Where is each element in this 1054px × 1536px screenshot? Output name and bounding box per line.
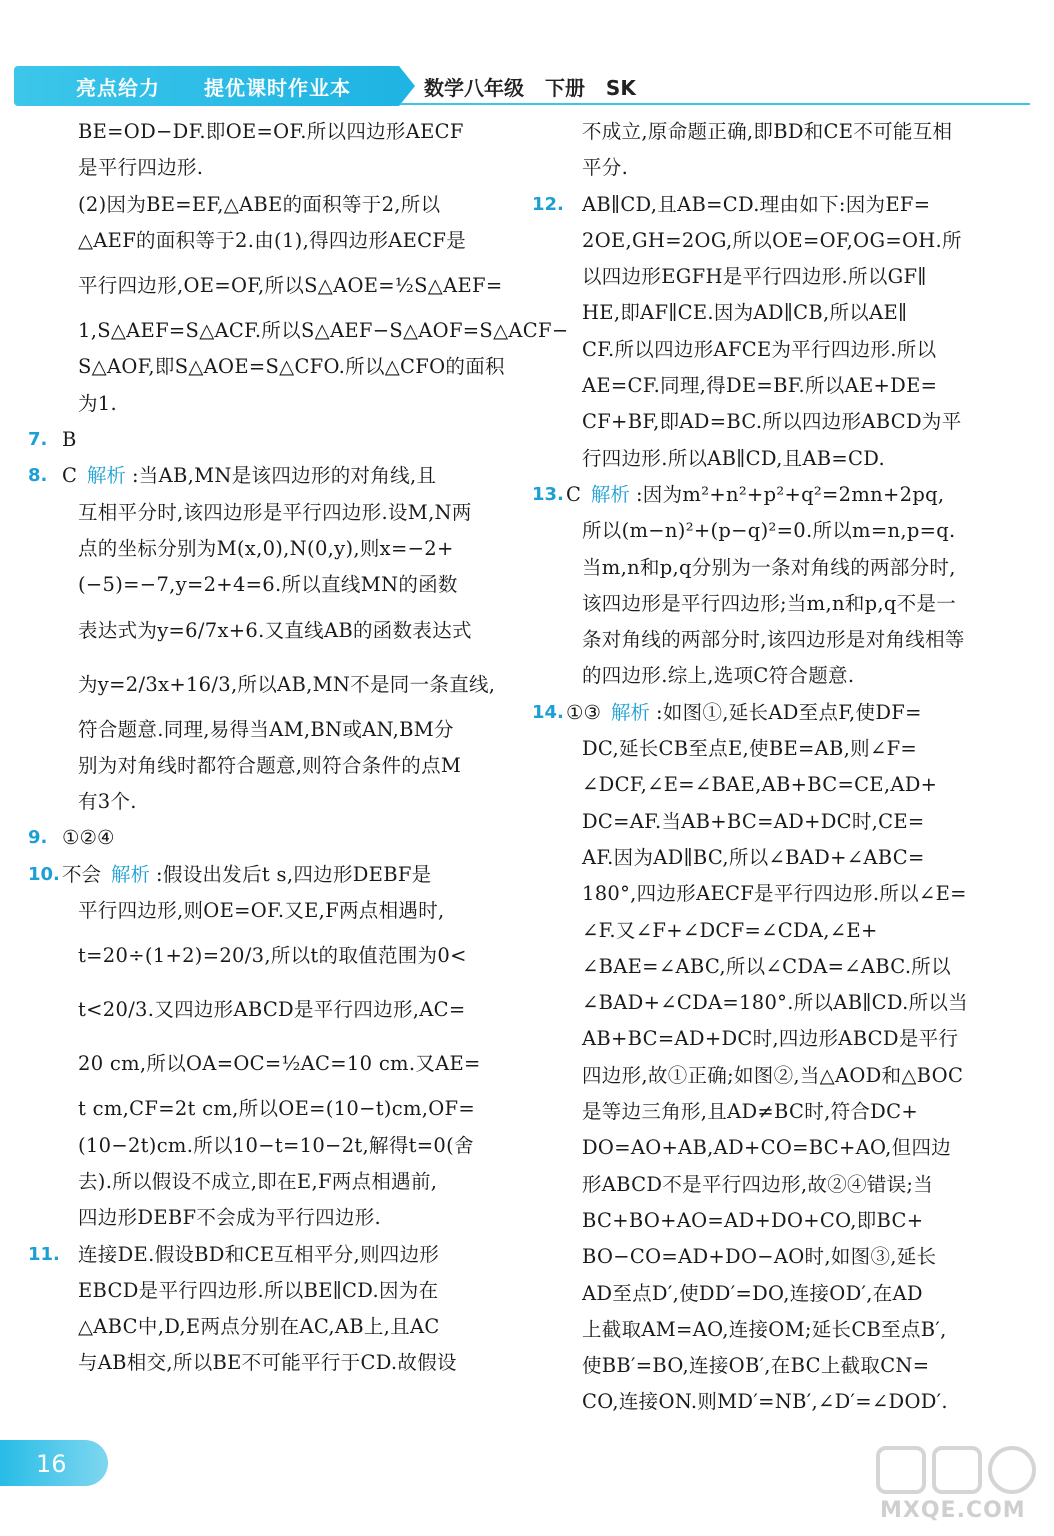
body-text: 2OE,GH=2OG,所以OE=OF,OG=OH.所 xyxy=(582,228,962,252)
body-text: 四边形,故①正确;如图②,当△AOD和△BOC xyxy=(582,1063,964,1087)
body-text: AF.因为AD∥BC,所以∠BAD+∠ABC= xyxy=(582,845,925,869)
text-line xyxy=(566,949,1028,985)
body-text: t cm,CF=2t cm,所以OE=(10−t)cm,OF= xyxy=(78,1097,476,1121)
text-line xyxy=(566,150,1028,186)
text-line xyxy=(566,1203,1028,1239)
body-text: 有3个. xyxy=(78,790,137,814)
text-line xyxy=(566,441,1028,477)
body-text: :当AB,MN是该四边形的对角线,且 xyxy=(131,464,437,488)
answer-choice: 不会 xyxy=(62,862,102,886)
question-number: 9. xyxy=(28,827,48,849)
text-line xyxy=(566,1130,1028,1166)
text-line xyxy=(566,1312,1028,1348)
text-line xyxy=(566,767,1028,803)
body-text: 是等边三角形,且AD≠BC时,符合DC+ xyxy=(582,1100,918,1124)
text-line xyxy=(62,495,532,531)
text-line xyxy=(28,422,532,458)
answer-choice: ①③ xyxy=(566,700,601,724)
text-line xyxy=(532,187,1028,223)
text-line xyxy=(62,313,569,349)
watermark-logo xyxy=(872,1440,1042,1530)
analysis-tag: 解析 xyxy=(86,464,126,488)
body-text: AB+BC=AD+DC时,四边形ABCD是平行 xyxy=(582,1027,959,1051)
text-line xyxy=(62,1309,532,1345)
body-text: ∠BAD+∠CDA=180°.所以AB∥CD.所以当 xyxy=(582,991,968,1015)
text-line xyxy=(566,114,1028,150)
text-line xyxy=(566,368,1028,404)
answer-choice: B xyxy=(62,428,77,452)
body-text: 形ABCD不是平行四边形,故②④错误;当 xyxy=(582,1172,934,1196)
body-text: 互相平分时,该四边形是平行四边形.设M,N两 xyxy=(78,500,472,524)
question-number: 7. xyxy=(28,429,48,451)
text-line xyxy=(28,1237,532,1273)
text-line xyxy=(28,857,532,893)
header-band xyxy=(14,66,399,106)
watermark-text: MXQE.COM xyxy=(880,1498,1026,1523)
text-line xyxy=(566,1021,1028,1057)
text-line xyxy=(566,1348,1028,1384)
text-line xyxy=(532,477,1028,513)
text-line xyxy=(566,223,1028,259)
body-text: CO,连接ON.则MD′=NB′,∠D′=∠DOD′. xyxy=(582,1390,948,1414)
text-line xyxy=(566,586,1028,622)
analysis-tag: 解析 xyxy=(590,482,630,506)
page-header xyxy=(0,66,1054,106)
text-line xyxy=(62,1091,532,1127)
body-text: 不成立,原命题正确,即BD和CE不可能互相 xyxy=(582,120,953,143)
body-text: 为1. xyxy=(78,391,118,415)
subject-title: 数学八年级 下册 SK xyxy=(424,76,636,100)
text-line xyxy=(566,404,1028,440)
question-number: 10. xyxy=(28,863,60,885)
body-text: CF+BF,即AD=BC.所以四边形ABCD为平 xyxy=(582,410,962,434)
text-line xyxy=(566,259,1028,295)
brand-name: 亮点给力 xyxy=(76,76,160,100)
text-line xyxy=(566,1384,1028,1420)
text-line xyxy=(566,1239,1028,1275)
body-text: BE=OD−DF.即OE=OF.所以四边形AECF xyxy=(78,120,464,143)
text-line xyxy=(62,1128,532,1164)
text-line xyxy=(62,567,532,603)
text-line xyxy=(566,1167,1028,1203)
text-line xyxy=(62,1164,532,1200)
body-text: BO−CO=AD+DO−AO时,如图③,延长 xyxy=(582,1245,937,1269)
question-number: 8. xyxy=(28,465,48,487)
text-line xyxy=(566,1094,1028,1130)
answer-choice: ①②④ xyxy=(62,826,115,850)
body-text: 以四边形EGFH是平行四边形.所以GF∥ xyxy=(582,265,927,289)
body-text: S△AOF,即S△AOE=S△CFO.所以△CFO的面积 xyxy=(78,355,505,379)
body-text: t<20/3.又四边形ABCD是平行四边形,AC= xyxy=(78,998,466,1022)
text-line xyxy=(566,295,1028,331)
body-text: AD至点D′,使DD′=DO,连接OD′,在AD xyxy=(582,1281,923,1305)
body-text: 与AB相交,所以BE不可能平行于CD.故假设 xyxy=(78,1351,457,1375)
body-text: EBCD是平行四边形.所以BE∥CD.因为在 xyxy=(78,1278,439,1302)
body-text: CF.所以四边形AFCE为平行四边形.所以 xyxy=(582,337,937,361)
body-text: 条对角线的两部分时,该四边形是对角线相等 xyxy=(582,628,965,652)
text-line xyxy=(62,531,532,567)
series-name: 提优课时作业本 xyxy=(204,76,351,100)
body-text: 当m,n和p,q分别为一条对角线的两部分时, xyxy=(582,555,956,579)
body-text: ∠DCF,∠E=∠BAE,AB+BC=CE,AD+ xyxy=(582,773,938,797)
body-text: 平行四边形,则OE=OF.又E,F两点相遇时, xyxy=(78,899,445,923)
body-text: 使BB′=BO,连接OB′,在BC上截取CN= xyxy=(582,1354,930,1378)
question-number: 13. xyxy=(532,483,564,505)
body-text: 20 cm,所以OA=OC=½AC=10 cm.又AE= xyxy=(78,1052,481,1076)
body-text: DC,延长CB至点E,使BE=AB,则∠F= xyxy=(582,737,918,761)
question-number: 12. xyxy=(532,193,564,215)
body-text: 符合题意.同理,易得当AM,BN或AN,BM分 xyxy=(78,717,454,741)
text-line xyxy=(62,712,532,748)
text-line xyxy=(566,658,1028,694)
body-text: 行四边形.所以AB∥CD,且AB=CD. xyxy=(582,446,885,470)
text-line xyxy=(62,983,532,1037)
body-text: (−5)=−7,y=2+4=6.所以直线MN的函数 xyxy=(78,573,458,597)
right-column xyxy=(532,114,1028,1421)
body-text: 为y=2/3x+16/3,所以AB,MN不是同一条直线, xyxy=(78,672,496,696)
text-line xyxy=(62,114,532,150)
page-number: 16 xyxy=(36,1450,67,1478)
body-text: 是平行四边形. xyxy=(78,156,204,180)
text-line xyxy=(566,840,1028,876)
text-line xyxy=(62,929,532,983)
text-line xyxy=(566,513,1028,549)
text-line xyxy=(566,804,1028,840)
body-text: 1,S△AEF=S△ACF.所以S△AEF−S△AOF=S△ACF− xyxy=(78,319,569,343)
text-line xyxy=(566,913,1028,949)
text-line xyxy=(566,550,1028,586)
analysis-tag: 解析 xyxy=(610,700,650,724)
text-line xyxy=(62,604,532,658)
answer-choice: C xyxy=(566,482,581,506)
answer-choice: C xyxy=(62,464,77,488)
body-text: ∠F.又∠F+∠DCF=∠CDA,∠E+ xyxy=(582,918,878,942)
text-line xyxy=(62,1273,532,1309)
body-text: ∠BAE=∠ABC,所以∠CDA=∠ABC.所以 xyxy=(582,954,951,978)
question-number: 11. xyxy=(28,1243,60,1265)
text-line xyxy=(62,748,532,784)
header-rule xyxy=(400,103,1030,105)
body-text: BC+BO+AO=AD+DO+CO,即BC+ xyxy=(582,1208,924,1232)
body-text: △ABC中,D,E两点分别在AC,AB上,且AC xyxy=(78,1315,440,1339)
text-line xyxy=(566,1058,1028,1094)
body-text: 去).所以假设不成立,即在E,F两点相遇前, xyxy=(78,1169,438,1193)
text-line xyxy=(62,1200,532,1236)
body-text: 该四边形是平行四边形;当m,n和p,q不是一 xyxy=(582,591,957,615)
text-line xyxy=(566,622,1028,658)
body-text: 所以(m−n)²+(p−q)²=0.所以m=n,p=q. xyxy=(582,519,956,543)
body-text: 的四边形.综上,选项C符合题意. xyxy=(582,664,855,688)
body-text: 平分. xyxy=(582,156,629,180)
text-line xyxy=(566,876,1028,912)
text-line xyxy=(62,658,532,712)
body-text: (2)因为BE=EF,△ABE的面积等于2,所以 xyxy=(78,192,441,216)
body-text: HE,即AF∥CE.因为AD∥CB,所以AE∥ xyxy=(582,301,908,325)
text-line xyxy=(566,1276,1028,1312)
page-number-tab xyxy=(0,1440,108,1486)
body-text: :因为m²+n²+p²+q²=2mn+2pq, xyxy=(635,482,945,506)
body-text: DC=AF.当AB+BC=AD+DC时,CE= xyxy=(582,809,925,833)
text-line xyxy=(532,695,1028,731)
text-line xyxy=(62,784,532,820)
body-text: △AEF的面积等于2.由(1),得四边形AECF是 xyxy=(78,228,467,252)
body-text: AE=CF.同理,得DE=BF.所以AE+DE= xyxy=(582,374,938,398)
text-line xyxy=(62,187,532,223)
body-text: 上截取AM=AO,连接OM;延长CB至点B′, xyxy=(582,1317,947,1341)
analysis-tag: 解析 xyxy=(111,862,151,886)
text-line xyxy=(62,259,532,313)
text-line xyxy=(28,458,532,494)
text-line xyxy=(62,223,532,259)
body-text: 180°,四边形AECF是平行四边形.所以∠E= xyxy=(582,882,967,906)
text-line xyxy=(62,1037,532,1091)
body-text: 连接DE.假设BD和CE互相平分,则四边形 xyxy=(78,1242,440,1266)
body-text: 平行四边形,OE=OF,所以S△AOE=½S△AEF= xyxy=(78,274,503,298)
body-text: 别为对角线时都符合题意,则符合条件的点M xyxy=(78,753,462,777)
text-line xyxy=(62,1345,532,1381)
body-text: AB∥CD,且AB=CD.理由如下:因为EF= xyxy=(582,192,931,216)
text-line xyxy=(62,386,532,422)
text-line xyxy=(28,820,532,856)
text-line xyxy=(566,332,1028,368)
body-text: 表达式为y=6/7x+6.又直线AB的函数表达式 xyxy=(78,618,472,642)
watermark-glyph-icon xyxy=(872,1440,1042,1500)
header-arrow xyxy=(399,66,415,106)
body-text: t=20÷(1+2)=20/3,所以t的取值范围为0< xyxy=(78,944,467,968)
text-line xyxy=(566,985,1028,1021)
text-line xyxy=(62,893,532,929)
question-number: 14. xyxy=(532,701,564,723)
body-text: 点的坐标分别为M(x,0),N(0,y),则x=−2+ xyxy=(78,536,454,560)
body-text: (10−2t)cm.所以10−t=10−2t,解得t=0(舍 xyxy=(78,1133,474,1157)
text-line xyxy=(62,150,532,186)
body-text: DO=AO+AB,AD+CO=BC+AO,但四边 xyxy=(582,1136,952,1160)
text-line xyxy=(62,349,532,385)
body-text: :如图①,延长AD至点F,使DF= xyxy=(655,700,922,724)
body-text: :假设出发后t s,四边形DEBF是 xyxy=(156,862,432,886)
body-text: 四边形DEBF不会成为平行四边形. xyxy=(78,1206,382,1230)
text-line xyxy=(566,731,1028,767)
